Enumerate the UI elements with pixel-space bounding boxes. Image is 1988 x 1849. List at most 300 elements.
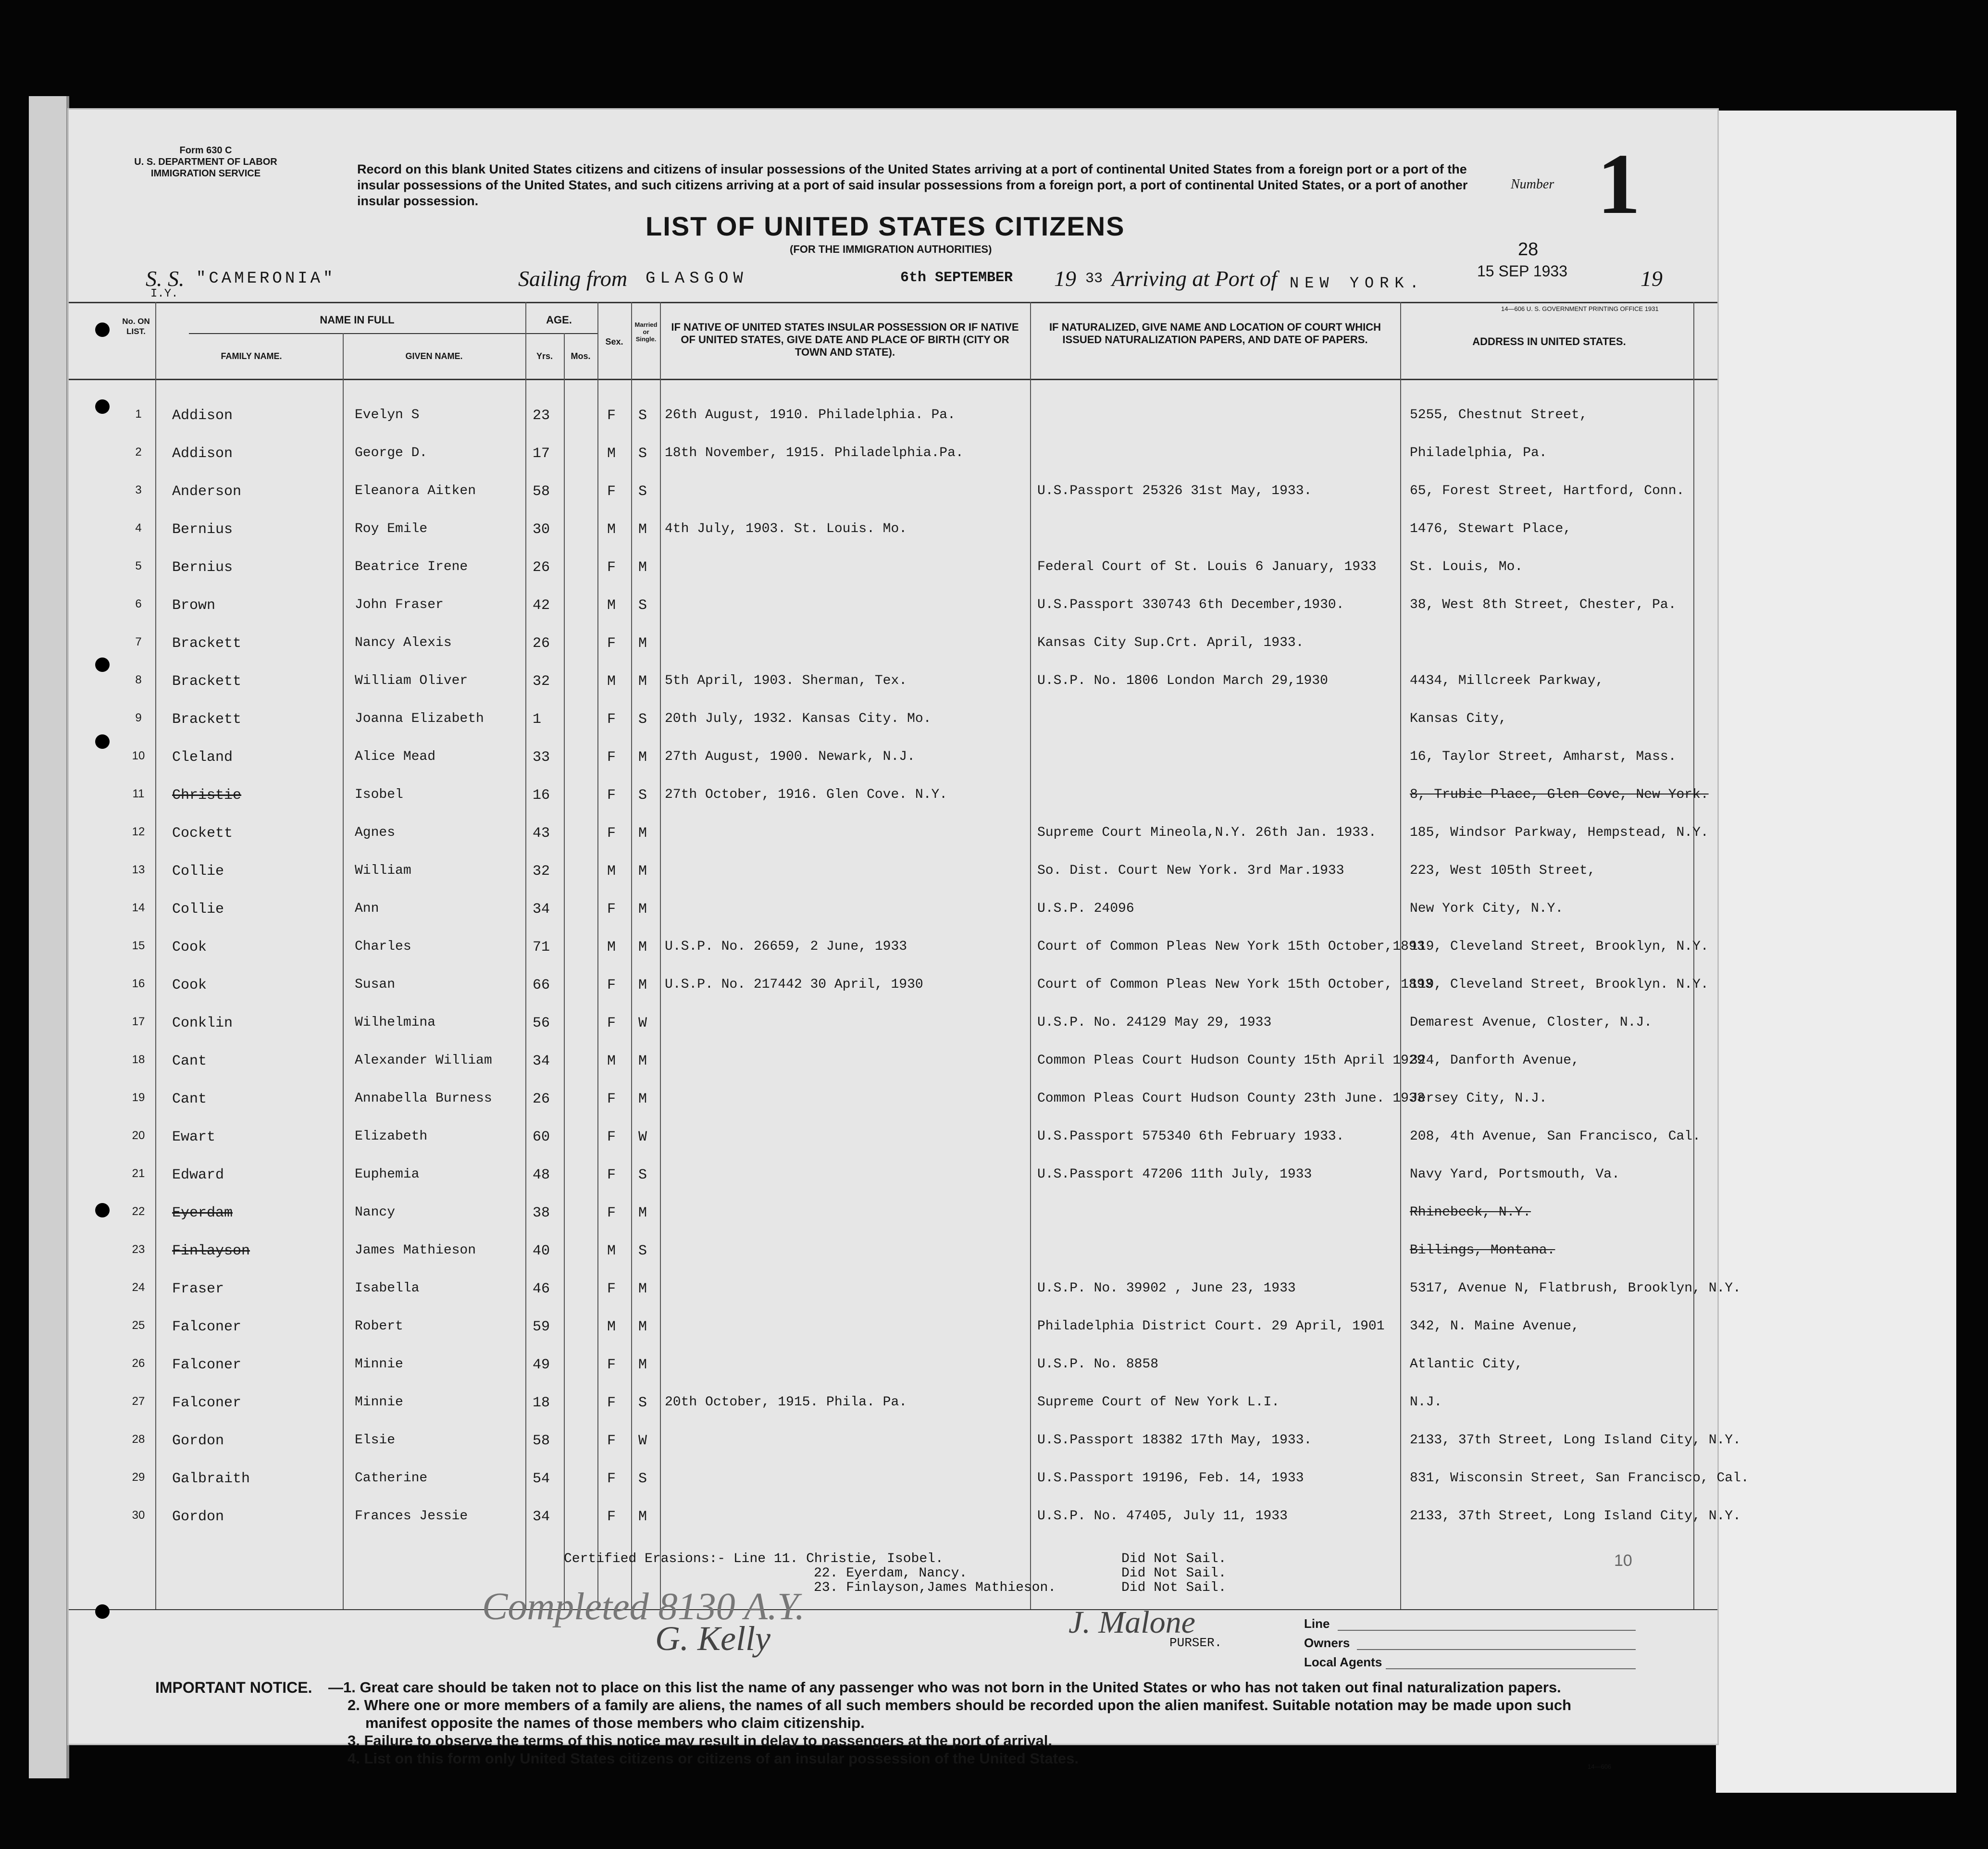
given-name: Minnie [355, 1357, 403, 1372]
marital-status: M [638, 825, 647, 842]
family-name: Brown [172, 597, 216, 614]
naturalization-info: U.S.Passport 47206 11th July, 1933 [1037, 1167, 1312, 1182]
header-naturalized: IF NATURALIZED, GIVE NAME AND LOCATION OF COURT WHICH ISSUED NATURALIZATION PAPERS, AND DATE OF PAPERS. [1049, 321, 1381, 346]
sex: F [607, 787, 616, 804]
year-prefix: 19 [1054, 266, 1076, 291]
marital-status: S [638, 408, 647, 424]
row-number: 16 [132, 977, 145, 990]
sex: F [607, 1395, 616, 1411]
table-top-rule [69, 302, 1717, 303]
family-name: Fraser [172, 1281, 224, 1297]
age-years: 42 [533, 597, 550, 614]
age-years: 40 [533, 1243, 550, 1259]
sex: F [607, 749, 616, 766]
naturalization-info: Common Pleas Court Hudson County 23th June. 1933 [1037, 1091, 1425, 1106]
marital-status: M [638, 939, 647, 956]
marital-status: M [638, 977, 647, 993]
given-name: Frances Jessie [355, 1509, 468, 1524]
punch-hole [95, 399, 110, 414]
header-given-name: GIVEN NAME. [405, 351, 463, 361]
marital-status: S [638, 597, 647, 614]
given-name: Annabella Burness [355, 1091, 492, 1106]
family-name: Finlayson [172, 1243, 250, 1259]
given-name: Isabella [355, 1281, 420, 1296]
age-years: 66 [533, 977, 550, 993]
row-number: 11 [132, 787, 145, 800]
arrival-port: NEW YORK. [1290, 274, 1425, 292]
purser-label: PURSER. [1169, 1636, 1222, 1650]
punch-hole [95, 658, 110, 672]
given-name: Alice Mead [355, 749, 436, 764]
header-married: Married or Single. [634, 321, 658, 343]
family-name: Falconer [172, 1357, 242, 1373]
row-number: 26 [132, 1357, 145, 1370]
naturalization-info: U.S.P. 24096 [1037, 901, 1134, 916]
name-header-rule [189, 333, 597, 334]
address: Rhinebeck, N.Y. [1410, 1205, 1531, 1220]
service-label: IMMIGRATION SERVICE [150, 168, 261, 179]
naturalization-info: So. Dist. Court New York. 3rd Mar.1933 [1037, 863, 1344, 878]
completed-note: Completed 8130 A.Y. [482, 1586, 805, 1628]
given-name: Evelyn S [355, 408, 420, 422]
col-divider [155, 302, 156, 1609]
row-number: 21 [132, 1167, 145, 1180]
sex: F [607, 1015, 616, 1031]
sex: F [607, 484, 616, 500]
marital-status: S [638, 1471, 647, 1487]
row-number: 4 [135, 521, 142, 534]
sex: F [607, 825, 616, 842]
header-family-name: FAMILY NAME. [221, 351, 282, 361]
certified-status-3: Did Not Sail. [1121, 1580, 1227, 1595]
document-title: LIST OF UNITED STATES CITIZENS [646, 211, 1125, 241]
naturalization-info: Kansas City Sup.Crt. April, 1933. [1037, 635, 1304, 650]
given-name: Wilhelmina [355, 1015, 436, 1030]
birth-info: 27th October, 1916. Glen Cove. N.Y. [665, 787, 948, 802]
agents-label: Local Agents [1304, 1655, 1382, 1669]
purser-signature: J. Malone [1069, 1605, 1195, 1640]
naturalization-info: U.S.P. No. 24129 May 29, 1933 [1037, 1015, 1272, 1030]
notice-item-2-continued: manifest opposite the names of those members who claim citizenship. [365, 1714, 865, 1731]
marital-status: S [638, 711, 647, 728]
given-name: Roy Emile [355, 521, 428, 536]
row-number: 2 [135, 446, 142, 459]
row-number: 12 [132, 825, 145, 838]
marital-status: S [638, 446, 647, 462]
age-years: 71 [533, 939, 550, 956]
given-name: Alexander William [355, 1053, 492, 1068]
birth-info: 5th April, 1903. Sherman, Tex. [665, 673, 907, 688]
family-name: Galbraith [172, 1471, 250, 1487]
marital-status: M [638, 673, 647, 690]
address: 185, Windsor Parkway, Hempstead, N.Y. [1410, 825, 1709, 840]
age-years: 32 [533, 673, 550, 690]
line-label: Line [1304, 1616, 1330, 1631]
given-name: Elizabeth [355, 1129, 428, 1144]
col-divider [1030, 302, 1031, 1609]
row-number: 23 [132, 1243, 145, 1256]
row-number: 25 [132, 1319, 145, 1332]
marital-status: M [638, 1281, 647, 1297]
row-number: 20 [132, 1129, 145, 1142]
sailing-date: 6th SEPTEMBER [900, 270, 1013, 286]
punch-hole [95, 1203, 110, 1217]
address: Billings, Montana. [1410, 1243, 1555, 1258]
family-name: Cant [172, 1091, 207, 1107]
birth-info: 20th October, 1915. Phila. Pa. [665, 1395, 907, 1410]
header-no: No. ON LIST. [122, 317, 150, 336]
sex: F [607, 1509, 616, 1525]
age-years: 49 [533, 1357, 550, 1373]
notice-item-1: —1. Great care should be taken not to place on this list the name of any passenger who was not born in the United States or who has not taken out final naturalization papers. [328, 1679, 1561, 1696]
marital-status: M [638, 749, 647, 766]
age-years: 54 [533, 1471, 550, 1487]
age-years: 16 [533, 787, 550, 804]
year-suffix: 33 [1085, 271, 1103, 287]
given-name: Euphemia [355, 1167, 420, 1182]
marital-status: W [638, 1433, 647, 1449]
naturalization-info: U.S.Passport 330743 6th December,1930. [1037, 597, 1344, 612]
given-name: Elsie [355, 1433, 396, 1448]
department-label: U. S. DEPARTMENT OF LABOR [134, 157, 277, 167]
naturalization-info: U.S.P. No. 39902 , June 23, 1933 [1037, 1281, 1296, 1296]
age-years: 17 [533, 446, 550, 462]
address: 1476, Stewart Place, [1410, 521, 1572, 536]
next-page-edge [1716, 111, 1956, 1793]
naturalization-info: Supreme Court Mineola,N.Y. 26th Jan. 1933. [1037, 825, 1377, 840]
sex: M [607, 1319, 616, 1335]
row-number: 14 [132, 901, 145, 914]
family-name: Brackett [172, 673, 242, 690]
col-divider [1400, 302, 1401, 1609]
document-subtitle: (FOR THE IMMIGRATION AUTHORITIES) [790, 243, 992, 255]
given-name: James Mathieson [355, 1243, 476, 1258]
naturalization-info: Philadelphia District Court. 29 April, 1901 [1037, 1319, 1385, 1334]
certified-line-3: 23. Finlayson,James Mathieson. [814, 1580, 1056, 1595]
naturalization-info: Court of Common Pleas New York 15th October, 1893 [1037, 977, 1433, 992]
given-name: Susan [355, 977, 396, 992]
certified-status-1: Did Not Sail. [1121, 1551, 1227, 1566]
age-years: 34 [533, 1509, 550, 1525]
punch-hole [95, 323, 110, 337]
address: 4434, Millcreek Parkway, [1410, 673, 1604, 688]
col-divider [525, 302, 526, 1609]
binder-edge [29, 96, 69, 1778]
address: 119, Cleveland Street, Brooklyn. N.Y. [1410, 977, 1709, 992]
given-name: Nancy Alexis [355, 635, 452, 650]
age-years: 30 [533, 521, 550, 538]
sex: F [607, 901, 616, 918]
agents-rule [1386, 1668, 1636, 1669]
row-number: 1 [135, 408, 142, 421]
footer-code: 14—606 [1588, 1763, 1612, 1770]
header-months: Mos. [571, 351, 591, 361]
family-name: Cleland [172, 749, 233, 766]
age-years: 59 [533, 1319, 550, 1335]
family-name: Falconer [172, 1395, 242, 1411]
row-number: 22 [132, 1205, 145, 1218]
address: 2133, 37th Street, Long Island City, N.Y. [1410, 1433, 1741, 1448]
address: Demarest Avenue, Closter, N.J. [1410, 1015, 1653, 1030]
marital-status: S [638, 1167, 647, 1183]
naturalization-info: U.S.P. No. 1806 London March 29,1930 [1037, 673, 1328, 688]
notice-item-3: 3. Failure to observe the terms of this notice may result in delay to passengers at the port of arrival. [348, 1732, 1053, 1749]
birth-info: 20th July, 1932. Kansas City. Mo. [665, 711, 932, 726]
marital-status: M [638, 1205, 647, 1221]
marital-status: M [638, 1053, 647, 1069]
sex: F [607, 1281, 616, 1297]
row-number: 9 [135, 711, 142, 724]
sex: M [607, 673, 616, 690]
age-years: 56 [533, 1015, 550, 1031]
family-name: Conklin [172, 1015, 233, 1031]
address: Atlantic City, [1410, 1357, 1523, 1372]
row-number: 30 [132, 1509, 145, 1522]
given-name: John Fraser [355, 597, 444, 612]
row-number: 27 [132, 1395, 145, 1408]
family-name: Christie [172, 787, 242, 804]
printer-mark: 14—606 U. S. GOVERNMENT PRINTING OFFICE 1931 [1501, 305, 1659, 312]
address: Philadelphia, Pa. [1410, 446, 1547, 460]
arrival-date-stamp: 15 SEP 1933 [1477, 262, 1568, 280]
address: 5317, Avenue N, Flatbrush, Brooklyn, N.Y. [1410, 1281, 1741, 1296]
age-years: 58 [533, 484, 550, 500]
certified-status-2: Did Not Sail. [1121, 1566, 1227, 1581]
notice-item-2: 2. Where one or more members of a family are aliens, the names of all such members should be recorded upon the alien manifest. Suitable notation may be made upon such [348, 1697, 1572, 1713]
address: Kansas City, [1410, 711, 1507, 726]
naturalization-info: U.S.P. No. 8858 [1037, 1357, 1159, 1372]
marital-status: M [638, 559, 647, 576]
certified-line-2: 22. Eyerdam, Nancy. [814, 1566, 968, 1581]
certified-line-1: Certified Erasions:- Line 11. Christie, Isobel. [564, 1551, 944, 1566]
marital-status: M [638, 635, 647, 652]
punch-hole [95, 734, 110, 749]
given-name: William [355, 863, 411, 878]
sex: M [607, 1243, 616, 1259]
age-years: 26 [533, 1091, 550, 1107]
row-number: 18 [132, 1053, 145, 1066]
marital-status: M [638, 1319, 647, 1335]
punch-hole [95, 1604, 110, 1619]
birth-info: 4th July, 1903. St. Louis. Mo. [665, 521, 907, 536]
age-years: 18 [533, 1395, 550, 1411]
birth-info: 27th August, 1900. Newark, N.J. [665, 749, 915, 764]
row-number: 5 [135, 559, 142, 572]
age-years: 60 [533, 1129, 550, 1145]
marital-status: S [638, 484, 647, 500]
sailing-port: GLASGOW [646, 270, 748, 288]
given-name: Minnie [355, 1395, 403, 1410]
address: Jersey City, N.J. [1410, 1091, 1547, 1106]
given-name: Eleanora Aitken [355, 484, 476, 498]
header-birth: IF NATIVE OF UNITED STATES INSULAR POSSESSION OR IF NATIVE OF UNITED STATES, GIVE DATE AND PLACE OF BIRTH (CITY OR TOWN AND STATE). [671, 321, 1019, 358]
age-years: 48 [533, 1167, 550, 1183]
naturalization-info: Supreme Court of New York L.I. [1037, 1395, 1280, 1410]
header-address: ADDRESS IN UNITED STATES. [1472, 335, 1626, 347]
address: N.J. [1410, 1395, 1442, 1410]
age-years: 58 [533, 1433, 550, 1449]
address: 65, Forest Street, Hartford, Conn. [1410, 484, 1685, 498]
sex: F [607, 1205, 616, 1221]
family-name: Falconer [172, 1319, 242, 1335]
address: 324, Danforth Avenue, [1410, 1053, 1579, 1068]
header-sex: Sex. [605, 337, 623, 347]
given-name: Nancy [355, 1205, 396, 1220]
given-name: Joanna Elizabeth [355, 711, 484, 726]
row-number: 29 [132, 1471, 145, 1484]
sex: M [607, 1053, 616, 1069]
naturalization-info: U.S.P. No. 47405, July 11, 1933 [1037, 1509, 1288, 1524]
marital-status: M [638, 1509, 647, 1525]
sex: M [607, 597, 616, 614]
marital-status: M [638, 1357, 647, 1373]
col-divider [660, 302, 661, 1609]
age-years: 26 [533, 559, 550, 576]
sex: F [607, 635, 616, 652]
given-name: Agnes [355, 825, 396, 840]
sex: M [607, 863, 616, 880]
ss-label: S. S. [146, 266, 185, 291]
notice-heading: IMPORTANT NOTICE. [155, 1679, 312, 1696]
given-name: Catherine [355, 1471, 428, 1486]
naturalization-info: U.S.Passport 18382 17th May, 1933. [1037, 1433, 1312, 1448]
form-instructions: Record on this blank United States citizens and citizens of insular possessions of the United States arriving at a port of continental United States from a foreign port or a port of the insular possessions of the United States, and such citizens arriving at a port of said insular possessions from a foreign port, a port of continental United States, or a port of another insular possession. [357, 162, 1468, 208]
address: 831, Wisconsin Street, San Francisco, Cal. [1410, 1471, 1749, 1486]
row-number: 3 [135, 484, 142, 496]
naturalization-info: Federal Court of St. Louis 6 January, 1933 [1037, 559, 1377, 574]
family-name: Addison [172, 446, 233, 462]
sex: F [607, 559, 616, 576]
age-years: 26 [533, 635, 550, 652]
address: New York City, N.Y. [1410, 901, 1564, 916]
given-name: Ann [355, 901, 379, 916]
age-years: 33 [533, 749, 550, 766]
given-name: William Oliver [355, 673, 468, 688]
naturalization-info: Common Pleas Court Hudson County 15th April 1929 [1037, 1053, 1425, 1068]
birth-info: U.S.P. No. 217442 30 April, 1930 [665, 977, 923, 992]
clerk-initials: G. Kelly [655, 1619, 770, 1658]
arrival-date-note: 28 [1518, 239, 1539, 260]
ship-name: "CAMERONIA" [196, 270, 336, 288]
family-name: Anderson [172, 484, 242, 500]
family-name: Bernius [172, 559, 233, 576]
address: Navy Yard, Portsmouth, Va. [1410, 1167, 1620, 1182]
age-years: 46 [533, 1281, 550, 1297]
given-name: Charles [355, 939, 411, 954]
birth-info: U.S.P. No. 26659, 2 June, 1933 [665, 939, 907, 954]
table-bottom-rule [69, 1609, 1717, 1610]
sex: F [607, 977, 616, 993]
naturalization-info: U.S.Passport 25326 31st May, 1933. [1037, 484, 1312, 498]
sex: F [607, 1357, 616, 1373]
sex: M [607, 939, 616, 956]
marital-status: M [638, 521, 647, 538]
notice-item-4: 4. List on this form only United States citizens or citizens of an insular possession of the United States. [348, 1750, 1079, 1767]
col-divider [1693, 302, 1694, 1609]
row-number: 8 [135, 673, 142, 686]
given-name: Robert [355, 1319, 403, 1334]
given-name: Beatrice Irene [355, 559, 468, 574]
birth-info: 26th August, 1910. Philadelphia. Pa. [665, 408, 956, 422]
sex: M [607, 521, 616, 538]
header-name-in-full: NAME IN FULL [320, 314, 395, 326]
row-number: 13 [132, 863, 145, 876]
address: 38, West 8th Street, Chester, Pa. [1410, 597, 1677, 612]
row-number: 15 [132, 939, 145, 952]
row-number: 7 [135, 635, 142, 648]
arriving-label: Arriving at Port of [1112, 266, 1277, 291]
sex: M [607, 446, 616, 462]
family-name: Cook [172, 939, 207, 956]
form-number: Form 630 C [179, 145, 232, 156]
marital-status: S [638, 1395, 647, 1411]
address: 119, Cleveland Street, Brooklyn, N.Y. [1410, 939, 1709, 954]
sex: F [607, 711, 616, 728]
birth-info: 18th November, 1915. Philadelphia.Pa. [665, 446, 964, 460]
marital-status: M [638, 901, 647, 918]
family-name: Addison [172, 408, 233, 424]
family-name: Brackett [172, 635, 242, 652]
line-rule [1338, 1630, 1636, 1631]
given-name: George D. [355, 446, 428, 460]
sex: F [607, 1433, 616, 1449]
family-name: Cockett [172, 825, 233, 842]
sex: F [607, 1471, 616, 1487]
row-number: 10 [132, 749, 145, 762]
row-number: 6 [135, 597, 142, 610]
marital-status: S [638, 1243, 647, 1259]
family-name: Collie [172, 863, 224, 880]
given-name: Isobel [355, 787, 403, 802]
header-bottom-rule [69, 379, 1717, 380]
manifest-sheet [67, 108, 1749, 1770]
marital-status: W [638, 1129, 647, 1145]
family-name: Collie [172, 901, 224, 918]
row-number: 19 [132, 1091, 145, 1104]
family-name: Bernius [172, 521, 233, 538]
row-number: 28 [132, 1433, 145, 1446]
marital-status: M [638, 1091, 647, 1107]
row-number: 24 [132, 1281, 145, 1294]
list-number: 1 [1597, 136, 1640, 232]
naturalization-info: U.S.Passport 19196, Feb. 14, 1933 [1037, 1471, 1304, 1486]
header-age: AGE. [546, 314, 572, 326]
address: 16, Taylor Street, Amharst, Mass. [1410, 749, 1677, 764]
age-years: 43 [533, 825, 550, 842]
age-years: 1 [533, 711, 542, 728]
sex: F [607, 1167, 616, 1183]
naturalization-info: U.S.Passport 575340 6th February 1933. [1037, 1129, 1344, 1144]
age-years: 38 [533, 1205, 550, 1221]
sex: F [607, 1091, 616, 1107]
family-name: Ewart [172, 1129, 216, 1145]
ship-note: I.Y. [150, 287, 178, 300]
age-years: 32 [533, 863, 550, 880]
page-mark: 10 [1614, 1551, 1632, 1570]
sailing-label: Sailing from [518, 266, 628, 291]
address: St. Louis, Mo. [1410, 559, 1523, 574]
age-years: 23 [533, 408, 550, 424]
family-name: Gordon [172, 1509, 224, 1525]
year-label-2: 19 [1640, 266, 1663, 291]
address: 5255, Chestnut Street, [1410, 408, 1588, 422]
col-divider [597, 302, 598, 1609]
col-divider [564, 333, 565, 1609]
naturalization-info: Court of Common Pleas New York 15th October,1893 [1037, 939, 1425, 954]
col-divider [631, 302, 632, 1609]
address: 223, West 105th Street, [1410, 863, 1596, 878]
address: 8, Trubie Place, Glen Cove, New York. [1410, 787, 1709, 802]
